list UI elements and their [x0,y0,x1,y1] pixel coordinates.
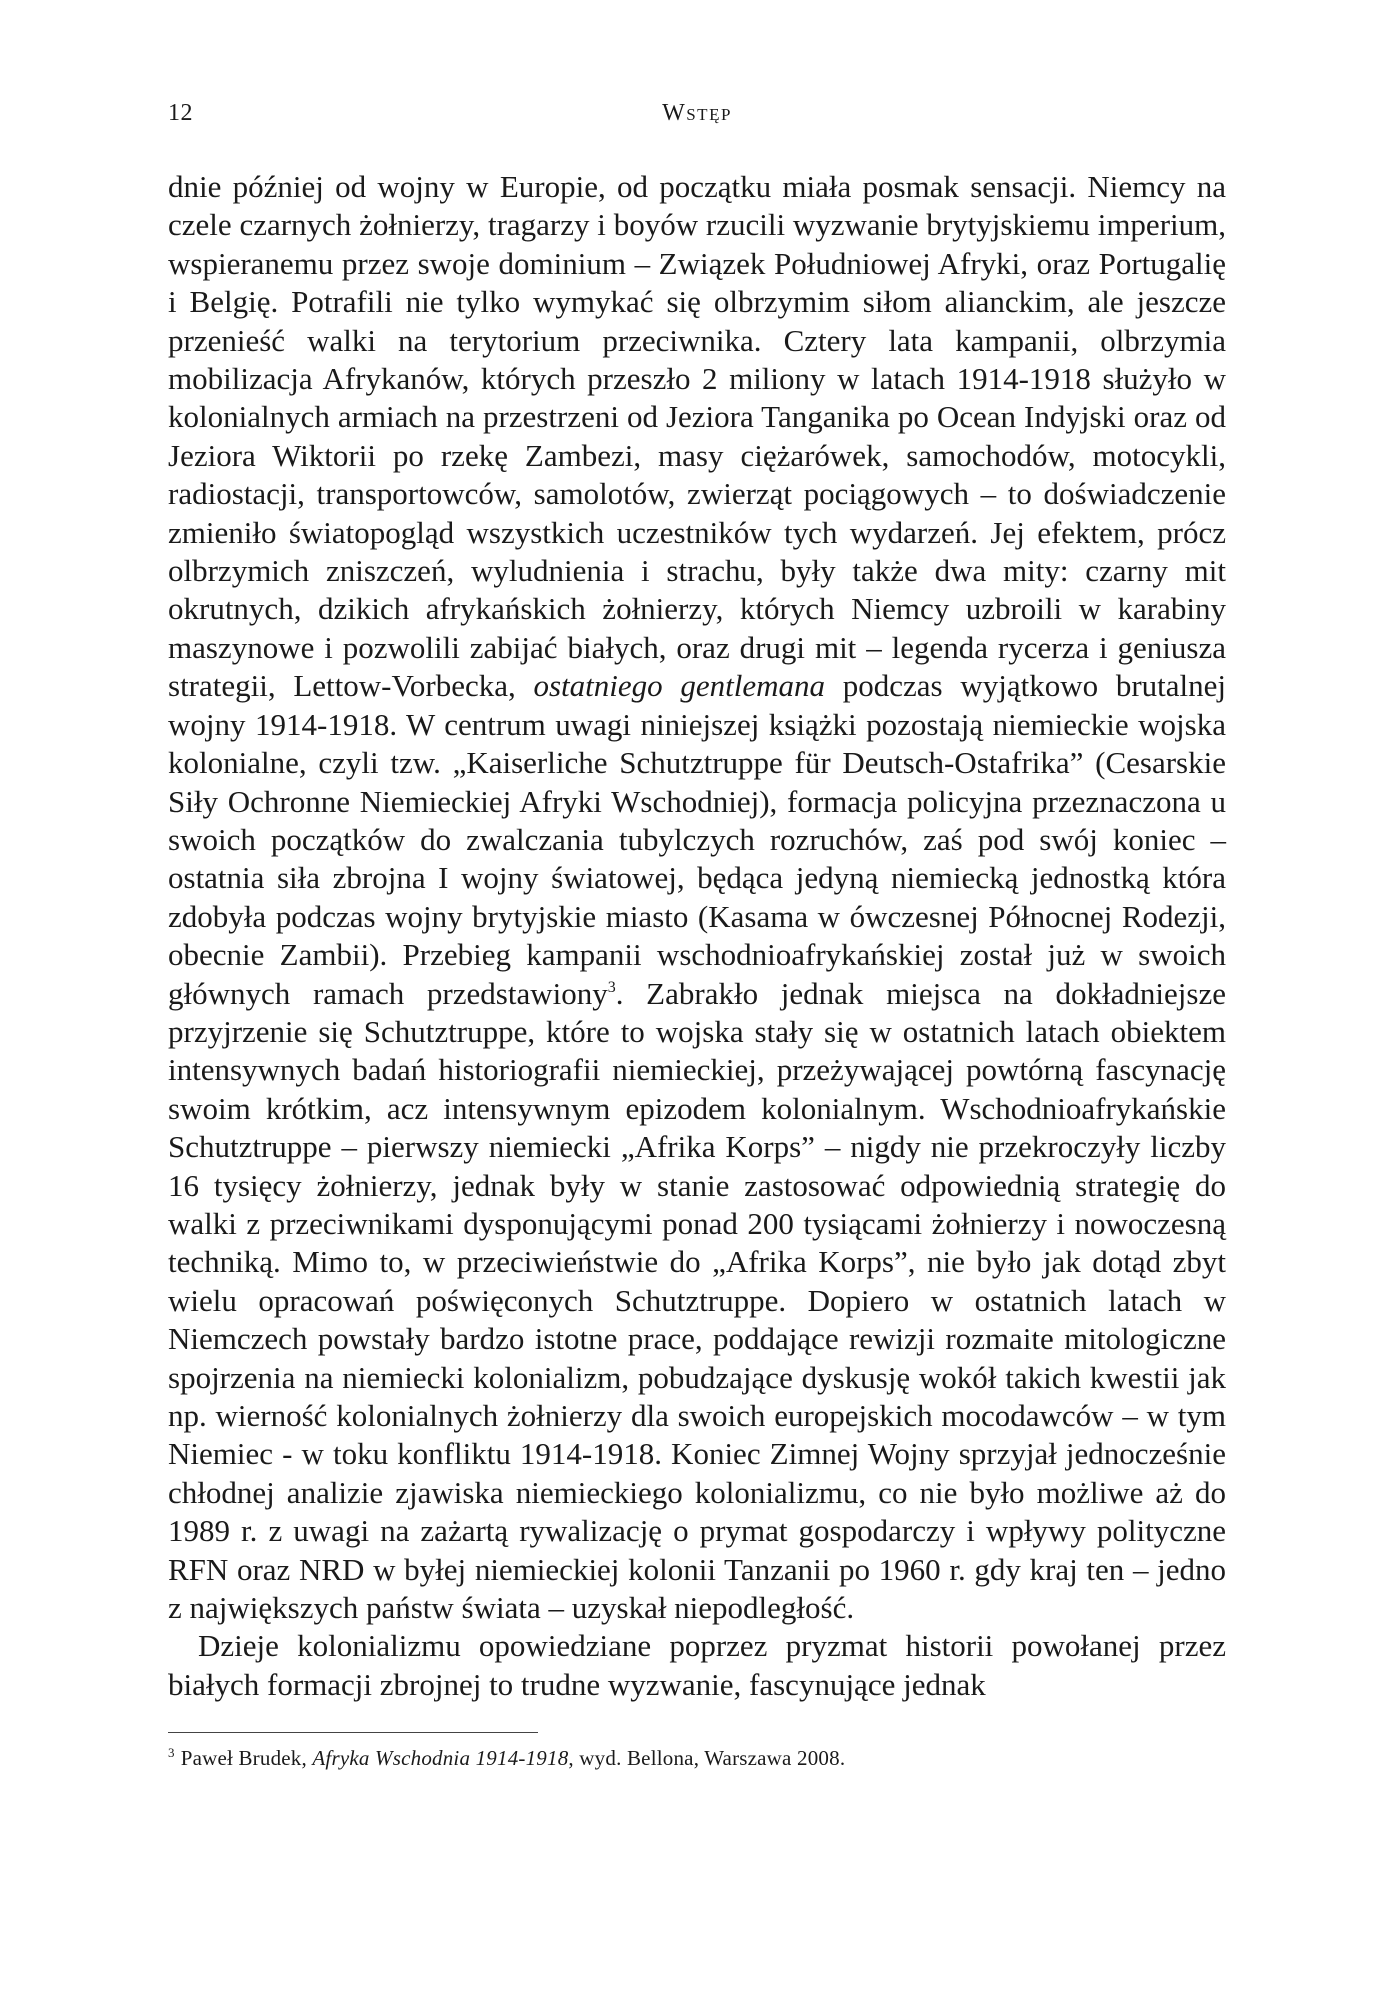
paragraph-1-part-a: dnie później od wojny w Europie, od początku miała posmak sensacji. Niemcy na czele czarnych żołnierzy, tragarzy i boyów rzucili wyzwanie brytyjskiemu imperium, wspieranemu przez swoje dominium – Związek Południowej Afryki, oraz Portugalię i Belgię. Potrafili nie tylko wymykać się olbrzymim siłom alianckim, ale jeszcze przenieść walki na terytorium przeciwnika. Cztery lata kampanii, olbrzymia mobilizacja Afrykanów, których przeszło 2 miliony w latach 1914-1918 służyło w kolonialnych armiach na przestrzeni od Jeziora Tanganika po Ocean Indyjski oraz od Jeziora Wiktorii po rzekę Zambezi, masy ciężarówek, samochodów, motocykli, radiostacji, transportowców, samolotów, zwierząt pociągowych – to doświadczenie zmieniło światopogląd wszystkich uczestników tych wydarzeń. Jej efektem, prócz olbrzymich zniszczeń, wyludnienia i strachu, były także dwa mity: czarny mit okrutnych, dzikich afrykańskich żołnierzy, których Niemcy uzbroili w karabiny maszynowe i pozwolili zabijać białych, oraz drugi mit – legenda rycerza i geniusza strategii, Lettow-Vorbecka, [168,169,1226,704]
paragraph-1 [168,168,1226,1627]
italic-phrase: ostatniego gentlemana [533,668,826,704]
body-text [168,168,1226,1704]
footnote [168,1743,1226,1773]
book-page [168,100,1226,1773]
footnote-number: 3 [168,1745,175,1761]
footnote-reference[interactable]: 3 [607,978,616,996]
paragraph-2: Dzieje kolonializmu opowiedziane poprzez pryzmat historii powołanej przez białych formacji zbrojnej to trudne wyzwanie, fascynujące jednak [168,1628,1226,1702]
page-number: 12 [168,100,193,126]
paragraph-1-part-b: podczas wyjątkowo brutalnej wojny 1914-1918. W centrum uwagi niniejszej książki pozostają niemieckie wojska kolonialne, czyli tzw. „Kaiserliche Schutztruppe für Deutsch-Ostafrika” (Cesarskie Siły Ochronne Niemieckiej Afryki Wschodniej), formacja policyjna przeznaczona u swoich początków do zwalczania tubylczych rozruchów, zaś pod swój koniec – ostatnia siła zbrojna I wojny światowej, będąca jedyną niemiecką jednostką która zdobyła podczas wojny brytyjskie miasto (Kasama w ówczesnej Północnej Rodezji, obecnie Zambii). Przebieg kampanii wschodnioafrykańskiej został już w swoich głównych ramach przedstawiony [168,668,1227,1011]
paragraph-1-part-c: . Zabrakło jednak miejsca na dokładniejsze przyjrzenie się Schutztruppe, które to wojska stały się w ostatnich latach obiektem intensywnych badań historiografii niemieckiej, przeżywającej powtórną fascynację swoim krótkim, acz intensywnym epizodem kolonialnym. Wschodnioafrykańskie Schutztruppe – pierwszy niemiecki „Afrika Korps” – nigdy nie przekroczyły liczby 16 tysięcy żołnierzy, jednak były w stanie zastosować odpowiednią strategię do walki z przeciwnikami dysponującymi ponad 200 tysiącami żołnierzy i nowoczesną techniką. Mimo to, w przeciwieństwie do „Afrika Korps”, nie było jak dotąd zbyt wielu opracowań poświęconych Schutztruppe. Dopiero w ostatnich latach w Niemczech powstały bardzo istotne prace, poddające rewizji rozmaite mitologiczne spojrzenia na niemiecki kolonializm, pobudzające dyskusję wokół takich kwestii jak np. wierność kolonialnych żołnierzy dla swoich europejskich mocodawców – w tym Niemiec - w toku konfliktu 1914-1918. Koniec Zimnej Wojny sprzyjał jednocześnie chłodnej analizie zjawiska niemieckiego kolonializmu, co nie było możliwe aż do 1989 r. z uwagi na zażartą rywalizację o prymat gospodarczy i wpływy polityczne RFN oraz NRD w byłej niemieckiej kolonii Tanzanii po 1960 r. gdy kraj ten – jedno z największych państw świata – uzyskał niepodległość. [168,975,1226,1626]
footnote-author: Paweł Brudek, [180,1746,307,1771]
footnote-divider [168,1732,538,1733]
page-header [168,100,1226,140]
running-head: Wstęp [662,100,732,126]
footnote-publication: , wyd. Bellona, Warszawa 2008. [568,1746,846,1771]
footnote-title: Afryka Wschodnia 1914-1918 [312,1746,569,1771]
